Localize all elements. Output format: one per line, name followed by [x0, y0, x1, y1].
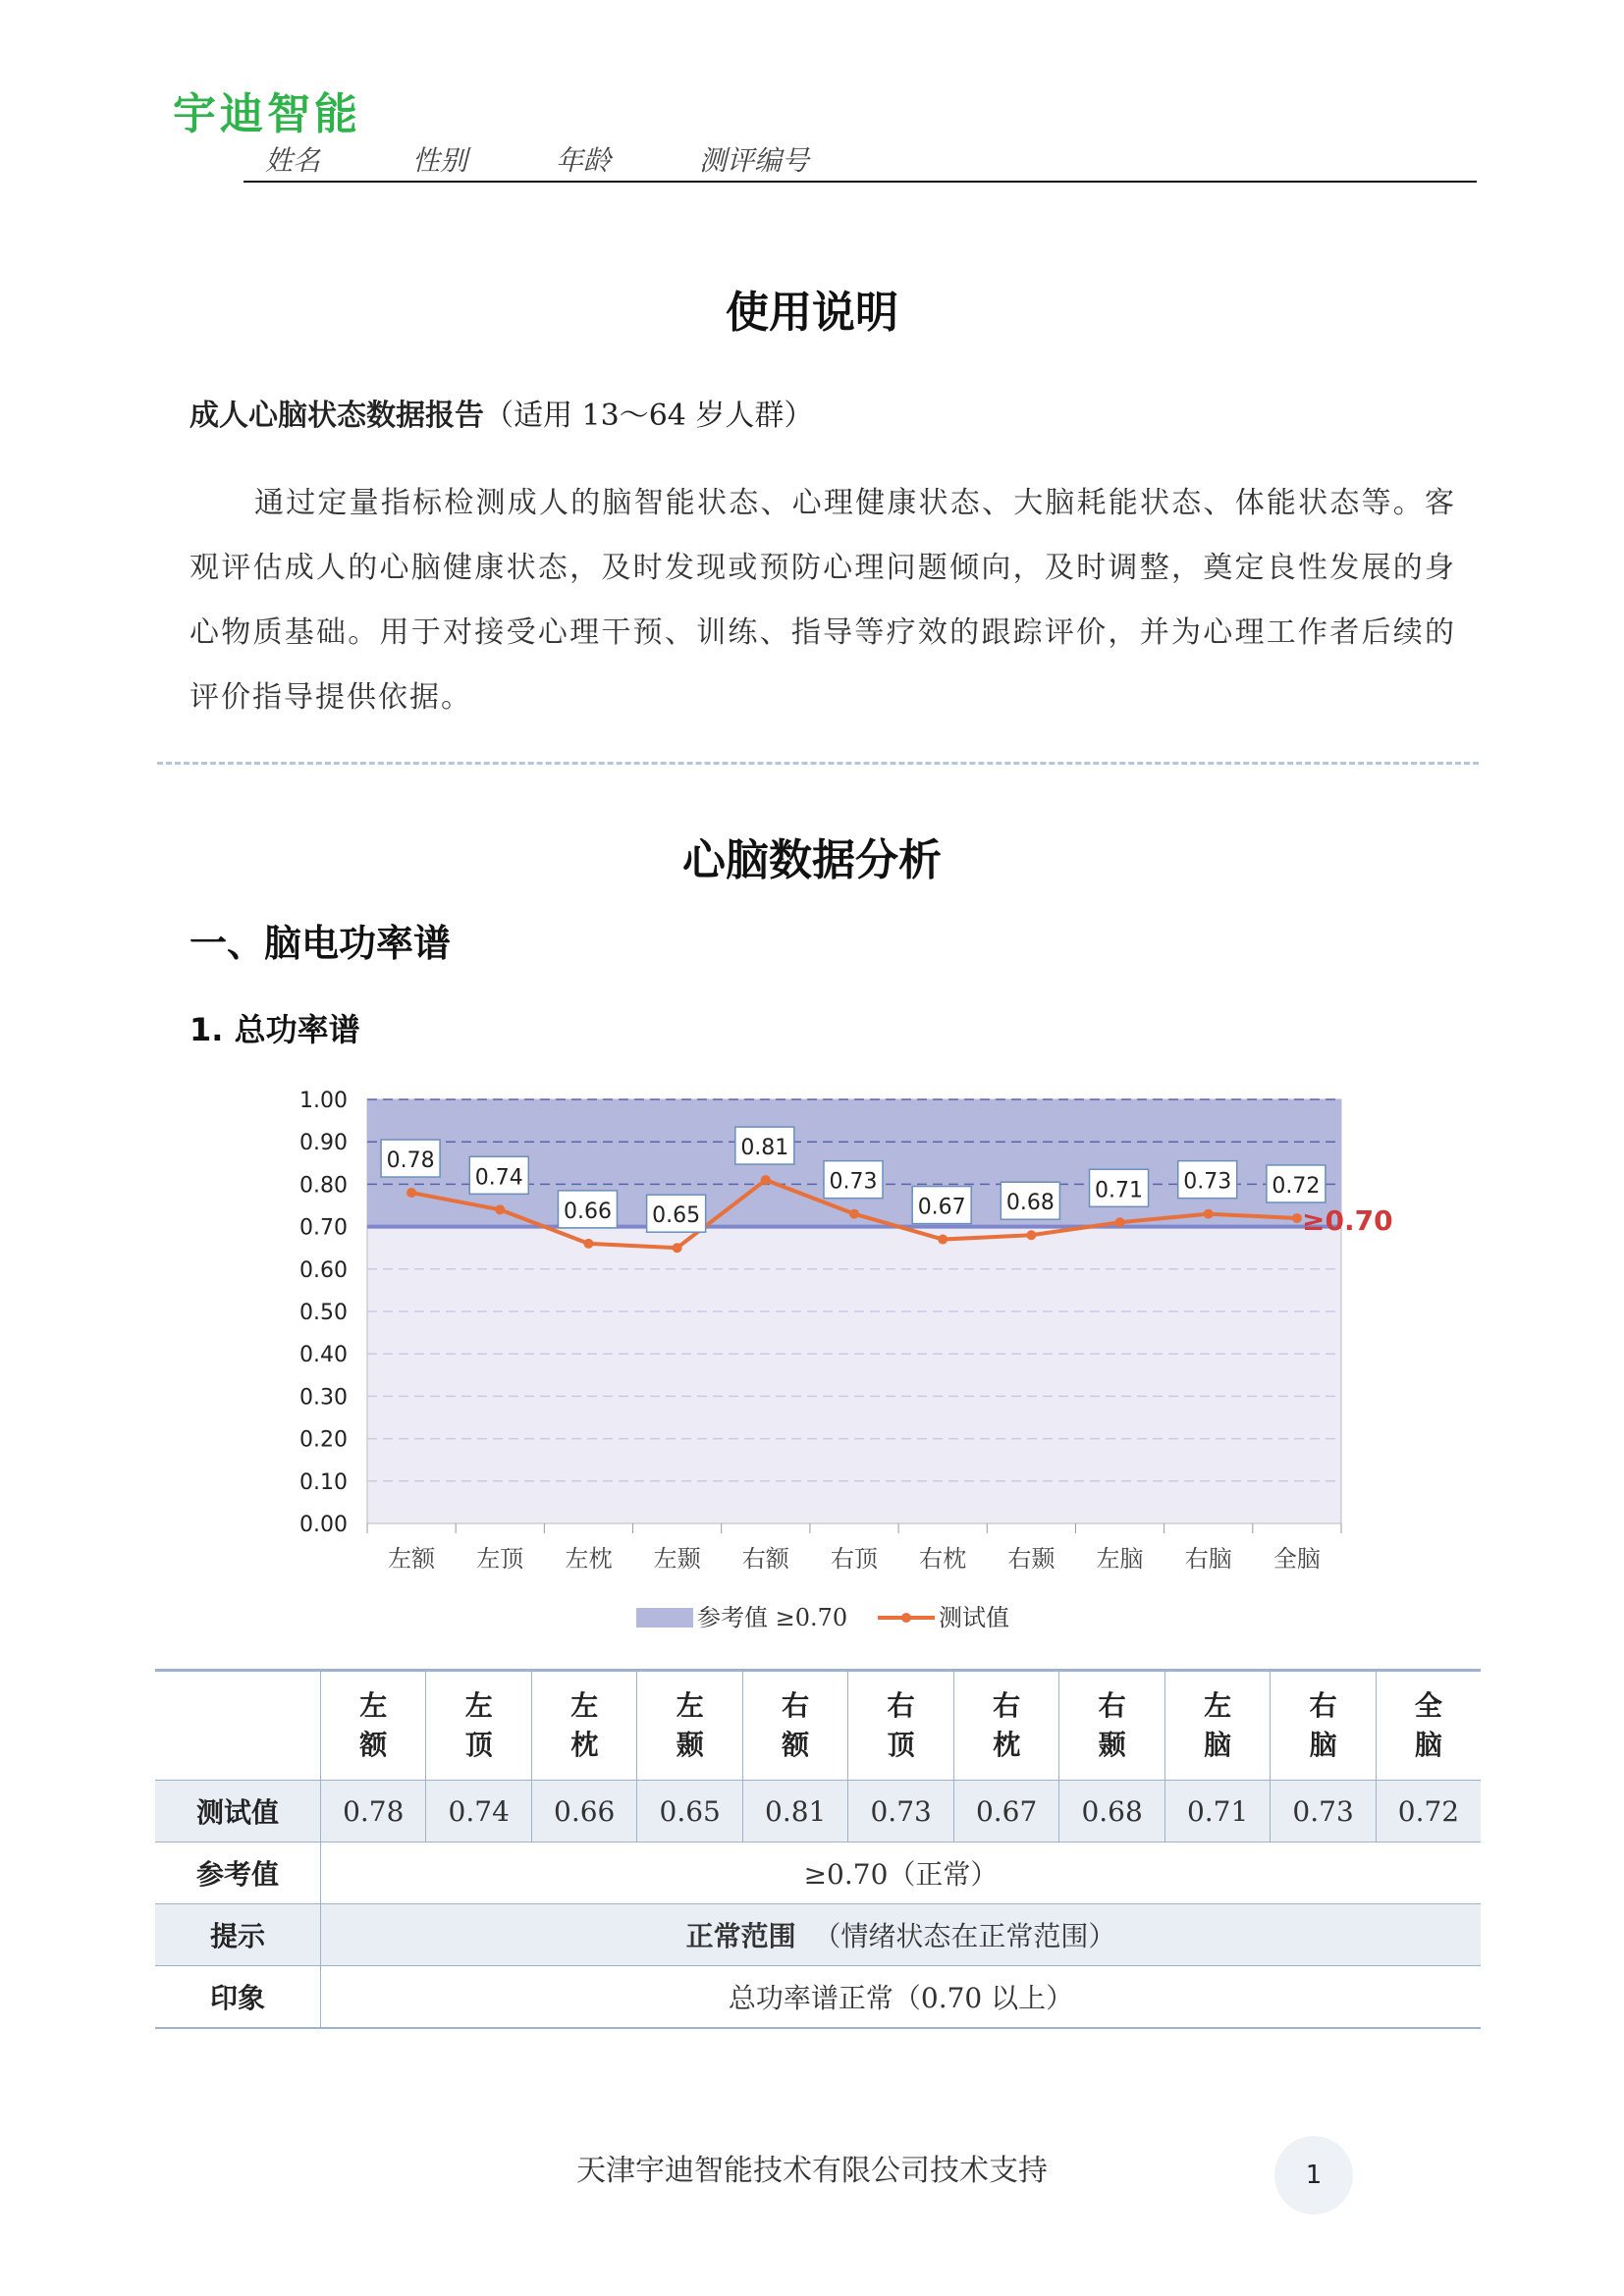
data-label: 0.71 — [1095, 1178, 1144, 1203]
data-label: 0.68 — [1005, 1191, 1055, 1216]
table-cell: 0.81 — [742, 1781, 847, 1842]
intro-paragraph: 通过定量指标检测成人的脑智能状态、心理健康状态、大脑耗能状态、体能状态等。客观评估成人的心脑健康状态，及时发现或预防心理问题倾向，及时调整，奠定良性发展的身心物质基础。用于对接受心理干预、训练、指导等疗效的跟踪评价，并为心理工作者后续的评价指导提供依据。 — [189, 486, 1456, 715]
data-label: 0.81 — [740, 1136, 789, 1161]
report-name — [189, 391, 813, 434]
section-divider — [157, 762, 1479, 765]
table-cell: 0.65 — [637, 1781, 742, 1842]
report-name-bold: 成人心脑状态数据报告 — [189, 399, 484, 433]
table-header-row — [155, 1671, 1481, 1781]
data-point — [1026, 1230, 1036, 1240]
page-number: 1 — [1274, 2136, 1353, 2215]
y-tick-label: 0.80 — [299, 1173, 348, 1199]
y-tick-label: 0.20 — [299, 1427, 348, 1453]
x-tick-label: 左额 — [388, 1545, 436, 1573]
y-tick-label: 0.60 — [299, 1257, 348, 1283]
table-cell: 0.68 — [1059, 1781, 1164, 1842]
x-tick-label: 右额 — [741, 1545, 789, 1573]
table-row-test — [155, 1781, 1481, 1842]
table-row-hint — [155, 1904, 1481, 1966]
y-tick-label: 0.30 — [299, 1385, 348, 1411]
field-name-label: 姓名 — [265, 144, 321, 177]
data-label: 0.78 — [386, 1148, 435, 1174]
usage-title: 使用说明 — [726, 288, 898, 338]
data-point — [1115, 1217, 1125, 1227]
threshold-label: ≥0.70 — [1302, 1203, 1393, 1237]
row-label: 测试值 — [155, 1781, 321, 1842]
y-tick-label: 0.40 — [299, 1343, 348, 1368]
data-table — [155, 1669, 1481, 2029]
data-point — [583, 1239, 593, 1249]
data-point — [1204, 1209, 1214, 1219]
hint-text: （情绪状态在正常范围） — [813, 1920, 1116, 1952]
col-header: 右 枕 — [953, 1671, 1058, 1781]
y-tick-label: 0.70 — [299, 1215, 348, 1241]
data-point — [495, 1204, 505, 1214]
col-header: 右 颞 — [1059, 1671, 1164, 1781]
data-point — [406, 1188, 416, 1198]
row-label: 提示 — [155, 1904, 321, 1966]
analysis-title: 心脑数据分析 — [682, 835, 942, 885]
col-header: 左 额 — [321, 1671, 426, 1781]
data-label: 0.72 — [1272, 1173, 1321, 1199]
data-label: 0.73 — [829, 1169, 878, 1195]
y-tick-label: 1.00 — [299, 1089, 348, 1113]
legend-label-line: 测试值 — [939, 1604, 1009, 1631]
table-cell: 0.66 — [531, 1781, 636, 1842]
subsection-heading: 1. 总功率谱 — [189, 1011, 360, 1048]
data-label: 0.67 — [917, 1195, 966, 1220]
data-point — [673, 1243, 682, 1253]
table-row-reference — [155, 1842, 1481, 1904]
table-cell: 0.74 — [426, 1781, 531, 1842]
power-spectrum-chart — [265, 1080, 1393, 1649]
row-label: 印象 — [155, 1966, 321, 2028]
hint-value — [321, 1904, 1482, 1966]
table-cell: 0.78 — [321, 1781, 426, 1842]
report-scope: （适用 13～64 岁人群） — [484, 399, 814, 433]
x-tick-label: 左顶 — [476, 1545, 524, 1573]
table-cell: 0.73 — [848, 1781, 953, 1842]
table-cell: 0.73 — [1271, 1781, 1376, 1842]
col-header: 右 顶 — [848, 1671, 953, 1781]
x-tick-label: 左颞 — [653, 1545, 701, 1573]
data-point — [938, 1235, 947, 1245]
data-label: 0.74 — [474, 1165, 523, 1191]
table-row-impression — [155, 1966, 1481, 2028]
x-tick-label: 右顶 — [831, 1545, 878, 1573]
col-header: 左 枕 — [531, 1671, 636, 1781]
legend-swatch-band — [636, 1608, 693, 1628]
y-tick-label: 0.10 — [299, 1469, 348, 1495]
table-cell: 0.72 — [1376, 1781, 1481, 1842]
field-test-id-label: 测评编号 — [699, 144, 810, 177]
legend-swatch-marker — [901, 1613, 911, 1623]
col-header: 右 额 — [742, 1671, 847, 1781]
data-point — [1292, 1213, 1302, 1223]
y-tick-label: 0.50 — [299, 1301, 348, 1325]
x-tick-label: 左脑 — [1096, 1545, 1144, 1573]
data-label: 0.65 — [652, 1203, 701, 1229]
data-point — [761, 1175, 771, 1185]
x-tick-label: 右颞 — [1007, 1545, 1056, 1573]
col-header: 左 颞 — [637, 1671, 742, 1781]
x-tick-label: 右脑 — [1184, 1545, 1232, 1573]
table-cell: 0.67 — [953, 1781, 1058, 1842]
row-label: 参考值 — [155, 1842, 321, 1904]
patient-info-header — [244, 139, 1477, 183]
col-header: 左 顶 — [426, 1671, 531, 1781]
y-tick-label: 0.00 — [299, 1513, 348, 1537]
table-cell: 0.71 — [1164, 1781, 1270, 1842]
brand-logo: 宇迪智能 — [173, 89, 361, 139]
col-header: 左 脑 — [1164, 1671, 1270, 1781]
table-corner — [155, 1671, 321, 1781]
legend-label-band: 参考值 ≥0.70 — [697, 1604, 848, 1631]
field-gender-label: 性别 — [412, 144, 468, 177]
data-point — [849, 1209, 859, 1219]
section-heading: 一、脑电功率谱 — [189, 922, 452, 965]
col-header: 右 脑 — [1271, 1671, 1376, 1781]
field-age-label: 年龄 — [556, 144, 612, 177]
x-tick-label: 左枕 — [565, 1545, 613, 1573]
hint-bold: 正常范围 — [685, 1920, 796, 1952]
y-tick-label: 0.90 — [299, 1131, 348, 1156]
reference-value: ≥0.70（正常） — [321, 1842, 1482, 1904]
col-header: 全 脑 — [1376, 1671, 1481, 1781]
x-tick-label: 全脑 — [1272, 1545, 1321, 1573]
data-label: 0.66 — [563, 1199, 612, 1224]
x-tick-label: 右枕 — [919, 1545, 967, 1573]
data-label: 0.73 — [1183, 1169, 1232, 1195]
impression-value: 总功率谱正常（0.70 以上） — [321, 1966, 1482, 2028]
footer-company: 天津宇迪智能技术有限公司技术支持 — [576, 2154, 1048, 2188]
